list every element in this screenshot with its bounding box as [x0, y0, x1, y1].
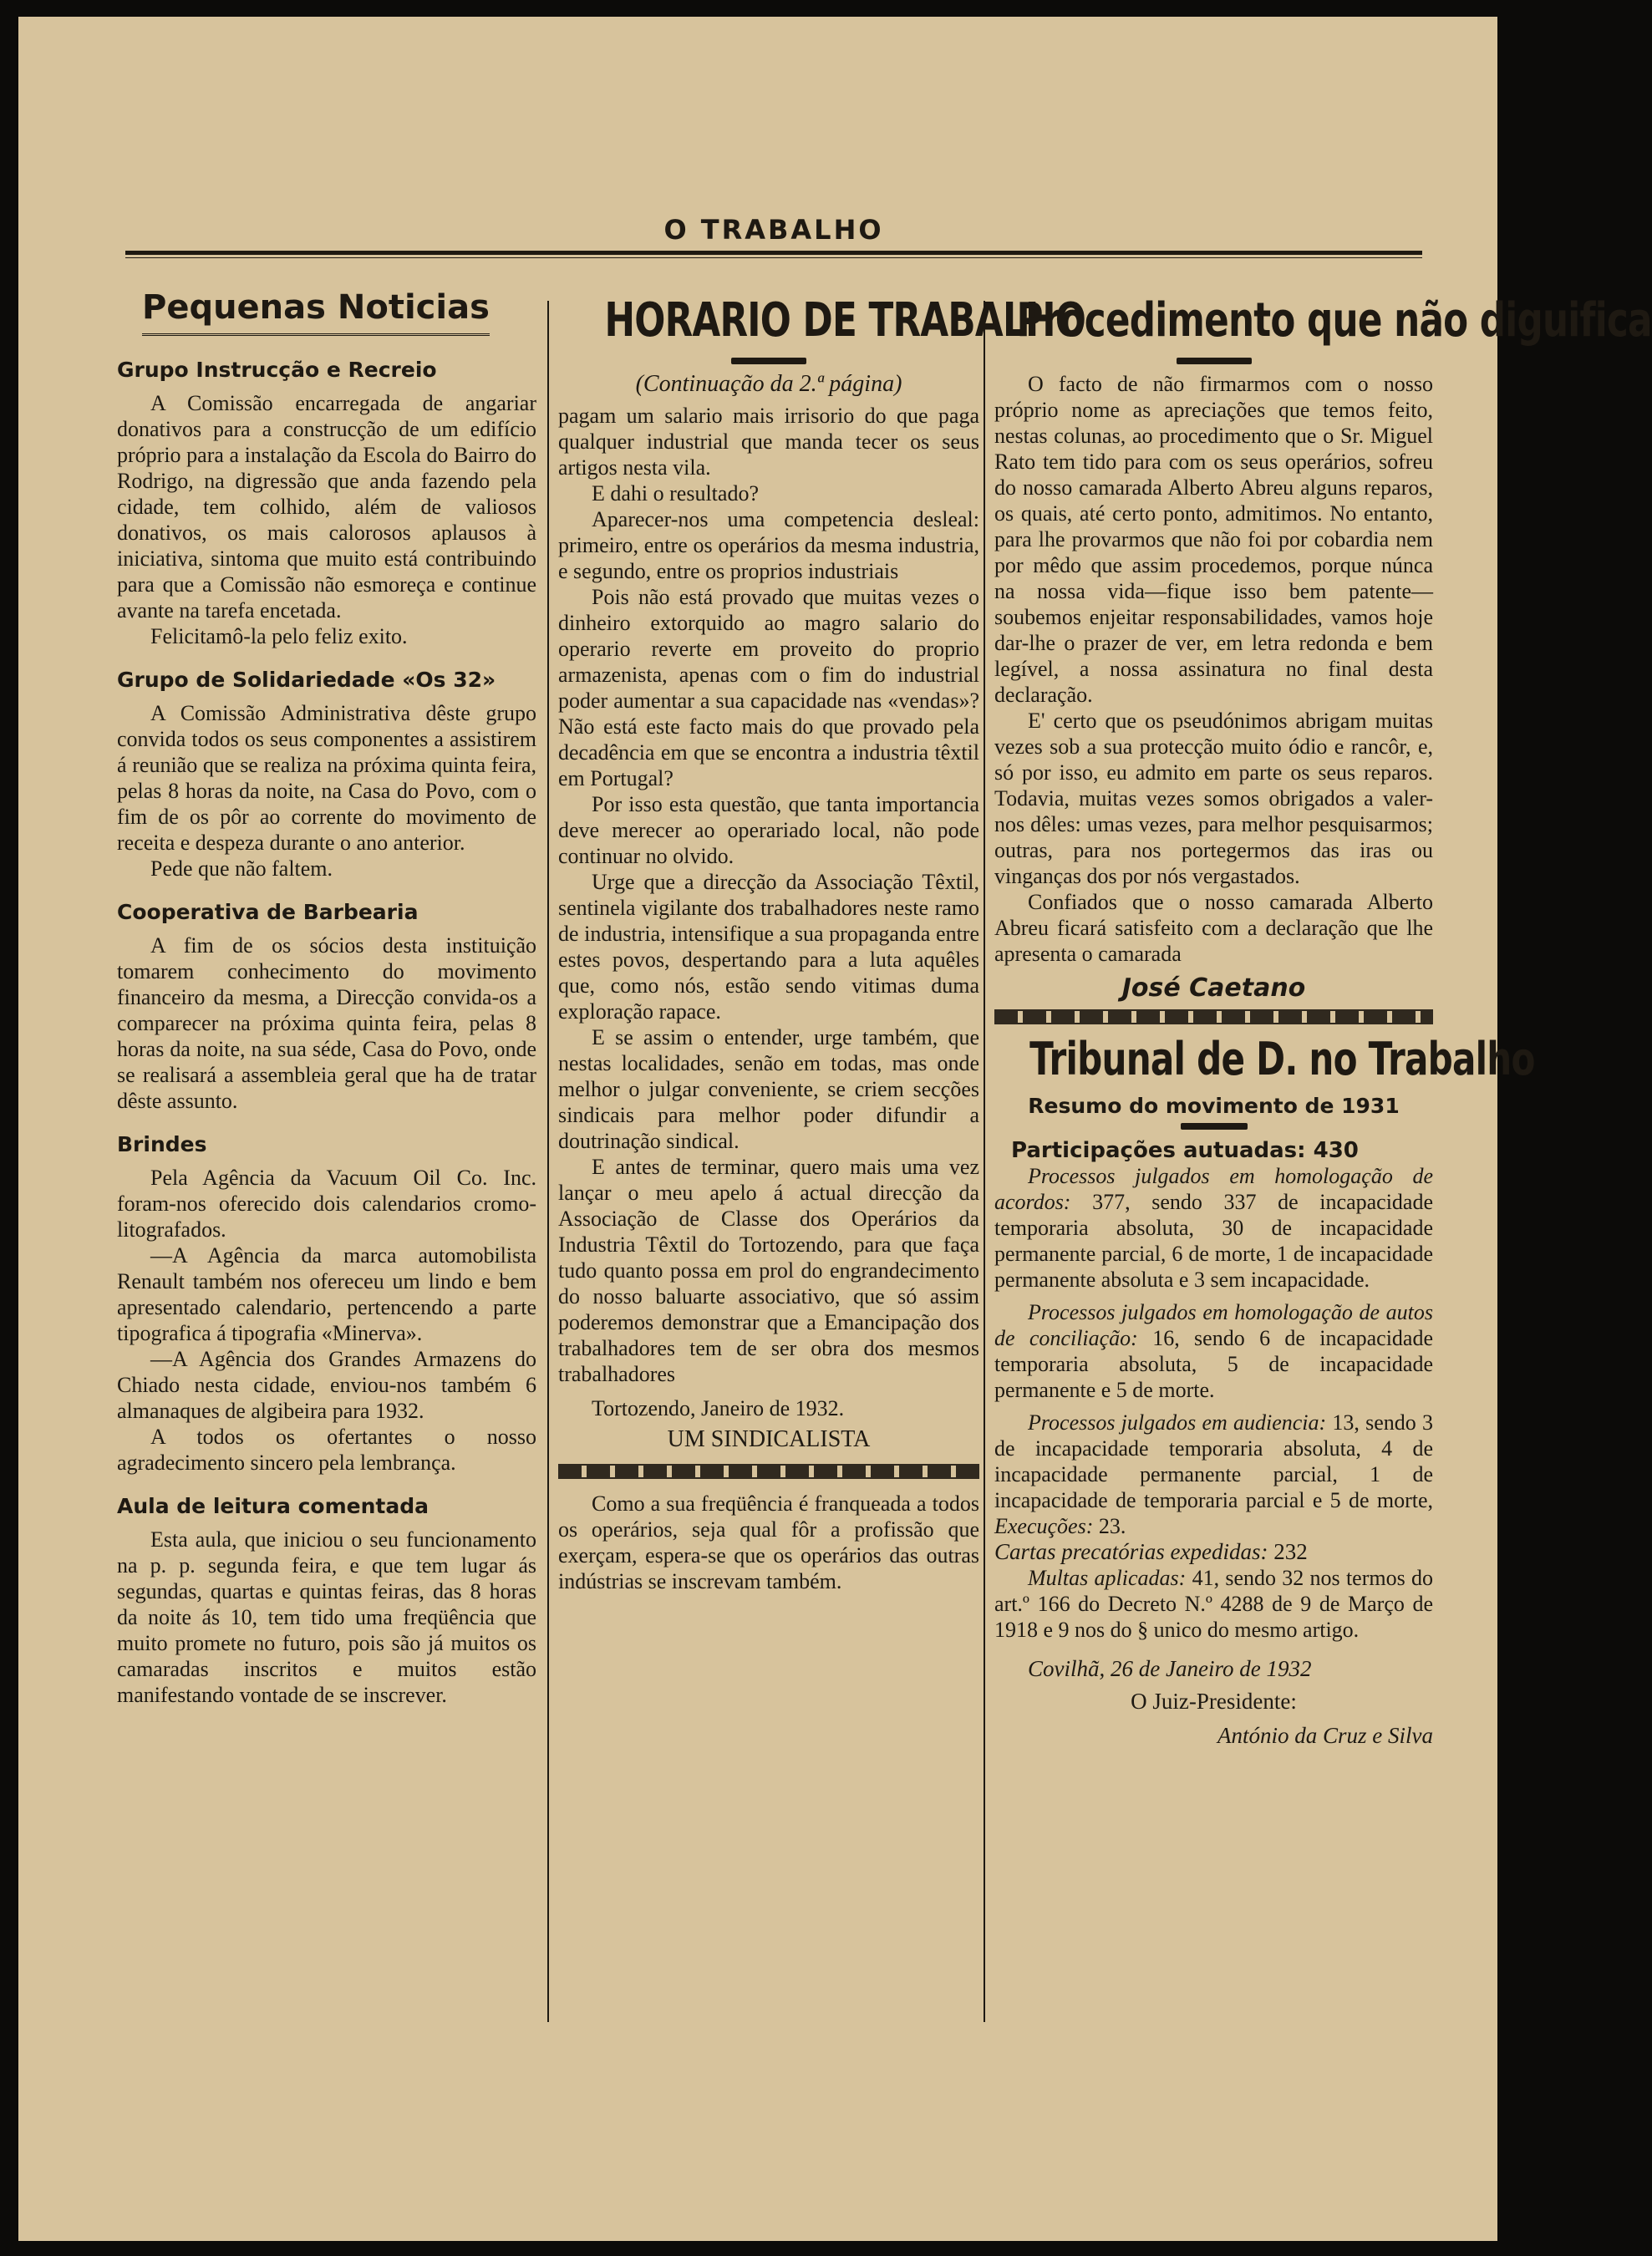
- paragraph: pagam um salario mais irrisorio do que paga qualquer industrial que manda tecer os seus artigos nesta vila.: [558, 404, 979, 480]
- heading-grupo-solidariedade: Grupo de Solidariedade «Os 32»: [117, 668, 496, 692]
- paragraph: O facto de não firmarmos com o nosso próprio nome as apreciações que temos feito, nestas colunas, ao procedimento que o Sr. Miguel Rato tem tido para com os seus operários, sofreu do nosso camarada Alberto Abreu alguns reparos, os quais, até certo ponto, admitimos. No entanto, para lhe provarmos que não foi por cobardia nem por mêdo que assim procedemos, porque núnca na nossa vida—fique isso bem patente—soubemos enjeitar responsabilidades, vamos hoje dar-lhe o prazer de ver, em letra redonda e bem legível, a nossa assinatura no final desta declaração.: [994, 372, 1433, 707]
- newspaper-page: [18, 17, 1652, 2241]
- masthead: [125, 214, 1422, 264]
- stat-cartas-precatorias: [994, 1539, 1433, 1565]
- paragraph: A todos os ofertantes o nosso agradecimento sincero pela lembrança.: [117, 1425, 536, 1475]
- paragraph: A fim de os sócios desta instituição tomarem conhecimento do movimento financeiro da mesma, a Direcção convida-os a comparecer na próxima quinta feira, pelas 8 horas da noite, na sua séde, Casa do Povo, onde se realisará a assembleia geral que ha de tratar dêste assunto.: [117, 933, 536, 1113]
- paragraph: Pede que não faltem.: [150, 856, 333, 881]
- stat-label: Processos julgados em homologação de autos de conciliação:: [994, 1300, 1433, 1350]
- paragraph: E se assim o entender, urge também, que nestas localidades, senão em todas, mas onde melhor o julgar conveniente, se criem secções sindicais para melhor poder difundir a doutrinação sindical.: [558, 1025, 979, 1153]
- paragraph: E' certo que os pseudónimos abrigam muitas vezes sob a sua protecção muito ódio e rancôr, e, só por isso, eu admito em parte os seus reparos. Todavia, muitas vezes somos obrigados a valer-nos dêles: umas vezes, para melhor pesquisarmos; outras, para nos portegermos das iras ou vinganças dos por nós vergastados.: [994, 709, 1433, 888]
- paragraph: —A Agência dos Grandes Armazens do Chiado nesta cidade, enviou-nos também 6 almanaques de algibeira para 1932.: [117, 1347, 536, 1423]
- stat-text: 377, sendo 337 de incapacidade temporaria absoluta, 30 de incapacidade permanente parcial, 6 de morte, 1 de incapacidade permanente absoluta e 3 sem incapacidade.: [994, 1190, 1433, 1292]
- column-procedimento: [994, 288, 1652, 2035]
- paragraph: Por isso esta questão, que tanta importancia deve merecer ao operariado local, não pode continuar no olvido.: [558, 792, 979, 868]
- headline-dash-ornament: [1177, 358, 1252, 364]
- headline-dash-ornament: [731, 358, 806, 364]
- heading-brindes: Brindes: [117, 1132, 207, 1156]
- heading-cooperativa-barbearia: Cooperativa de Barbearia: [117, 900, 419, 924]
- stat-text: 23.: [1098, 1514, 1126, 1538]
- participacoes-autuadas: Participações autuadas: 430: [1011, 1138, 1359, 1163]
- continuation-note: (Continuação da 2.ª página): [635, 371, 902, 397]
- ornamental-divider: [994, 1009, 1433, 1024]
- stat-label: Multas aplicadas:: [1028, 1566, 1187, 1590]
- paragraph: Pela Agência da Vacuum Oil Co. Inc. foram-nos oferecido dois calendarios cromo-litografados.: [117, 1166, 536, 1242]
- headline-tribunal: Tribunal de D. no Trabalho: [1029, 1033, 1535, 1085]
- stat-text: 232: [1273, 1539, 1308, 1564]
- section-title-pequenas-noticias: Pequenas Noticias: [142, 288, 490, 336]
- paragraph: Aparecer-nos uma competencia desleal: primeiro, entre os operários da mesma industria, e segundo, entre os proprios industriais: [558, 507, 979, 583]
- ornamental-divider: [558, 1464, 979, 1479]
- paragraph: E dahi o resultado?: [592, 481, 759, 506]
- masthead-rule: [125, 251, 1422, 255]
- paragraph: —A Agência da marca automobilista Renault também nos ofereceu um lindo e bem apresentado calendario, pertencendo a parte tipografica á tipografia «Minerva».: [117, 1243, 536, 1345]
- paragraph: A Comissão encarregada de angariar donativos para a construcção de um edifício próprio para a instalação da Escola do Bairro do Rodrigo, na digressão que anda fazendo pela cidade, tem colhido, além de valiosos donativos, os mais calorosos aplausos à iniciativa, sintoma que muito está contribuindo para que a Comissão não esmoreça e continue avante na tarefa encetada.: [117, 391, 536, 622]
- column-divider-right: [984, 301, 985, 2022]
- stat-label: Processos julgados em homologação de acordos:: [994, 1164, 1433, 1214]
- stat-multas: [994, 1565, 1433, 1643]
- dateline: Tortozendo, Janeiro de 1932.: [592, 1396, 845, 1420]
- stat-label: Processos julgados em audiencia:: [1028, 1410, 1327, 1435]
- paragraph: Felicitamô-la pelo feliz exito.: [150, 624, 408, 648]
- paragraph: Pois não está provado que muitas vezes o dinheiro extorquido ao magro salario do operario reverte em proveito do proprio armazenista, apenas com o fim do industrial poder aumentar a sua capacidade nas «vendas»? Não está este facto mais do que provado pela decadência em que se encontra a industria têxtil em Portugal?: [558, 585, 979, 790]
- tribunal-role: O Juiz-Presidente:: [1131, 1689, 1297, 1714]
- stat-label: Execuções:: [994, 1514, 1094, 1538]
- heading-aula-leitura: Aula de leitura comentada: [117, 1494, 429, 1518]
- paragraph: Urge que a direcção da Associação Têxtil, sentinela vigilante dos trabalhadores neste ramo de industria, intensifique a sua propaganda entre estes povos, despertando para a luta aquêles que, como nós, estão sendo vitimas duma exploração rapace.: [558, 870, 979, 1024]
- tribunal-subtitle: Resumo do movimento de 1931: [1028, 1094, 1400, 1118]
- masthead-title: O TRABALHO: [663, 214, 884, 246]
- column-pequenas-noticias: [117, 288, 536, 2035]
- stat-homologacao-acordos: [994, 1163, 1433, 1293]
- paragraph: E antes de terminar, quero mais uma vez lançar o meu apelo á actual direcção da Associação de Classe dos Operários da Industria Têxtil do Tortozendo, para que faça tudo quanto possa em prol do engrandecimento do nosso baluarte associativo, que só assim poderemos demonstrar que a Emancipação dos trabalhadores tem de ser obra dos mesmos trabalhadores: [558, 1155, 979, 1386]
- paragraph: Esta aula, que iniciou o seu funcionamento na p. p. segunda feira, e que tem lugar ás segundas, quartas e quintas feiras, das 8 horas da noite ás 10, tem tido uma freqüência que muito promete no futuro, pois são já muitos os camaradas inscritos e muitos estão manifestando vontade de se inscrever.: [117, 1527, 536, 1707]
- heading-grupo-instruccao: Grupo Instrucção e Recreio: [117, 358, 437, 382]
- headline-procedimento: Procedimento que não diguifica: [1016, 293, 1652, 348]
- headline-horario-trabalho: HORARIO DE TRABALHO: [604, 293, 1086, 348]
- tribunal-dash-ornament: [1181, 1123, 1248, 1130]
- stat-text: 16, sendo 6 de incapacidade temporaria absoluta, 5 de incapacidade permanente e 5 de morte.: [994, 1326, 1433, 1402]
- stat-label: Cartas precatórias expedidas:: [994, 1539, 1268, 1564]
- stat-text: 41, sendo 32 nos termos do art.º 166 do Decreto N.º 4288 de 9 de Março de 1918 e 9 nos do § unico do mesmo artigo.: [994, 1566, 1433, 1642]
- paragraph: Confiados que o nosso camarada Alberto Abreu ficará satisfeito com a declaração que lhe apresenta o camarada: [994, 890, 1433, 966]
- signature-um-sindicalista: UM SINDICALISTA: [667, 1426, 871, 1452]
- paragraph: A Comissão Administrativa dêste grupo convida todos os seus componentes a assistirem á reunião que se realiza na próxima quinta feira, pelas 8 horas da noite, na Casa do Povo, com o fim de os pôr ao corrente do movimento de receita e despeza durante o ano anterior.: [117, 701, 536, 855]
- stat-audiencia: [994, 1410, 1433, 1539]
- tribunal-dateline: Covilhã, 26 de Janeiro de 1932: [1028, 1656, 1312, 1681]
- masthead-rule-thin: [125, 257, 1422, 258]
- column-divider-left: [547, 301, 549, 2022]
- signature-jose-caetano: José Caetano: [1121, 973, 1306, 1003]
- tribunal-signatory: António da Cruz e Silva: [1217, 1723, 1433, 1748]
- stat-homologacao-conciliacao: [994, 1299, 1433, 1403]
- paragraph: Como a sua freqüência é franqueada a todos os operários, seja qual fôr a profissão que exerçam, espera-se que os operários das outras indústrias se inscrevam também.: [558, 1491, 979, 1593]
- stat-text: 13, sendo 3 de incapacidade temporaria absoluta, 4 de incapacidade permanente parcial, 1 de incapacidade de temporaria parcial e 5 de morte,: [994, 1410, 1433, 1512]
